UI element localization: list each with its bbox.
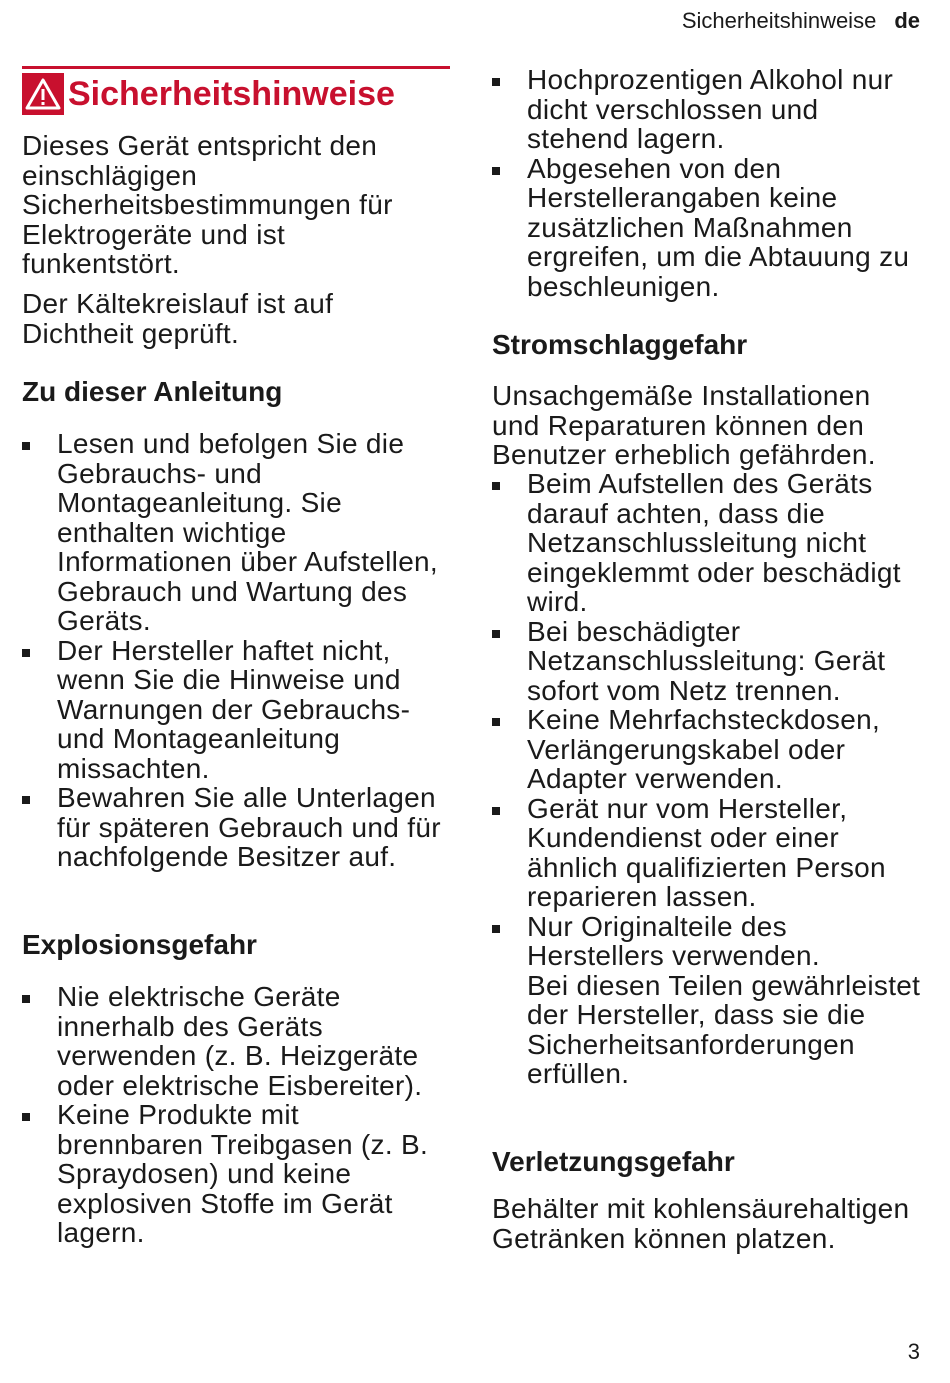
main-title-block [22, 66, 450, 115]
heading-stromschlaggefahr: Stromschlaggefahr [492, 329, 748, 360]
list-item: Bei beschädigter Netzanschlussleitung: Gerät sofort vom Netz trennen. [492, 617, 922, 706]
explosion-list [22, 982, 447, 1248]
bullet-icon [22, 649, 30, 657]
list-item: Gerät nur vom Hersteller, Kundendienst oder einer ähnlich qualifizierten Person reparieren lassen. [492, 794, 922, 912]
heading-verletzungsgefahr: Verletzungsgefahr [492, 1146, 735, 1177]
bullet-icon [492, 925, 500, 933]
header-language: de [894, 8, 920, 33]
page-title: Sicherheitshinweise [68, 74, 395, 113]
strom-list [492, 469, 922, 1089]
list-item: Hochprozentigen Alkohol nur dicht verschlossen und stehend lagern. [492, 65, 922, 154]
warning-icon [22, 73, 64, 115]
list-item: Der Hersteller haftet nicht, wenn Sie die Hinweise und Warnungen der Gebrauchs- und Montageanleitung missachten. [22, 636, 447, 784]
bullet-icon [492, 167, 500, 175]
intro-paragraph-1: Dieses Gerät entspricht den einschlägigen Sicherheitsbestimmungen für Elektrogeräte und ist funkentstört. [22, 130, 393, 279]
bullet-icon [492, 807, 500, 815]
heading-zu-dieser-anleitung: Zu dieser Anleitung [22, 376, 283, 407]
list-item: Keine Produkte mit brennbaren Treibgasen (z. B. Spraydosen) und keine explosiven Stoffe im Gerät lagern. [22, 1100, 447, 1248]
list-item: Beim Aufstellen des Geräts darauf achten, dass die Netzanschlussleitung nicht eingeklemmt oder beschädigt wird. [492, 469, 922, 617]
anleitung-list [22, 429, 447, 872]
list-item-continuation: Bei diesen Teilen gewährleistet der Hersteller, dass sie die Sicherheitsanforderungen erfüllen. [527, 969, 921, 1089]
bullet-icon [22, 995, 30, 1003]
bullet-icon [492, 78, 500, 86]
bullet-icon [22, 796, 30, 804]
list-item: Lesen und befolgen Sie die Gebrauchs- und Montageanleitung. Sie enthalten wichtige Informationen über Aufstellen, Gebrauch und Wartung des Geräts. [22, 429, 447, 636]
bullet-icon [492, 630, 500, 638]
intro-paragraph-2: Der Kältekreislauf ist auf Dichtheit geprüft. [22, 288, 334, 349]
list-item: Nur Originalteile des Herstellers verwenden. Bei diesen Teilen gewährleistet der Hersteller, dass sie die Sicherheitsanforderungen erfüllen. [492, 912, 922, 1089]
verletzung-text: Behälter mit kohlensäurehaltigen Getränken können platzen. [492, 1193, 910, 1254]
bullet-icon [22, 1113, 30, 1121]
list-item: Abgesehen von den Herstellerangaben keine zusätzlichen Maßnahmen ergreifen, um die Abtauung zu beschleunigen. [492, 154, 922, 302]
strom-intro: Unsachgemäße Installationen und Reparaturen können den Benutzer erheblich gefährden. [492, 380, 876, 470]
list-item: Keine Mehrfachsteckdosen, Verlängerungskabel oder Adapter verwenden. [492, 705, 922, 794]
bullet-icon [492, 482, 500, 490]
bullet-icon [22, 442, 30, 450]
heading-explosionsgefahr: Explosionsgefahr [22, 929, 257, 960]
page-number: 3 [907, 1339, 920, 1364]
list-item: Nie elektrische Geräte innerhalb des Geräts verwenden (z. B. Heizgeräte oder elektrische Eisbereiter). [22, 982, 447, 1100]
explosion-list-continued [492, 65, 922, 301]
header-section: Sicherheitshinweise [681, 8, 877, 33]
bullet-icon [492, 718, 500, 726]
list-item: Bewahren Sie alle Unterlagen für späteren Gebrauch und für nachfolgende Besitzer auf. [22, 783, 447, 872]
running-header [682, 8, 920, 34]
